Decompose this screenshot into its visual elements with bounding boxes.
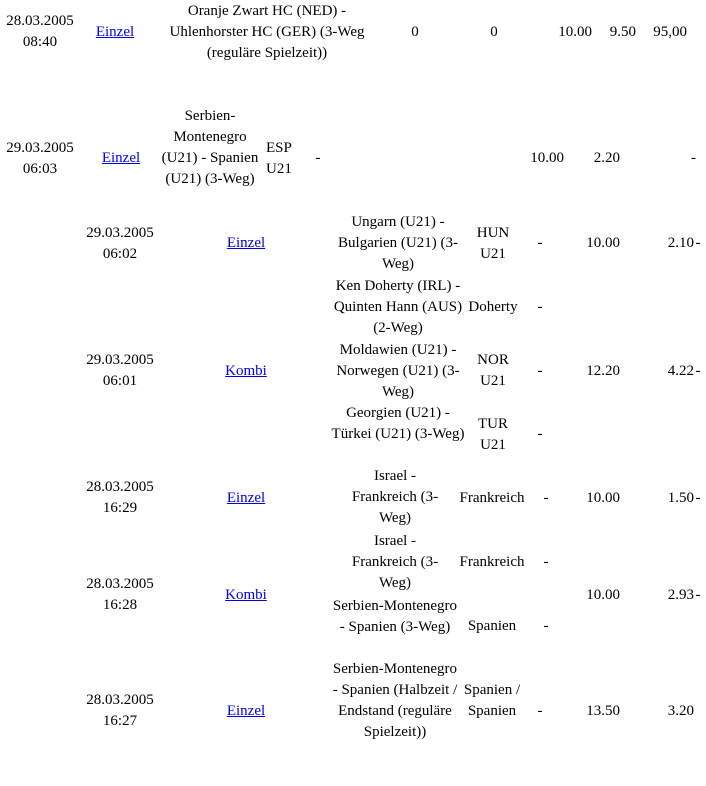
stake-value: 10.00 bbox=[586, 235, 620, 251]
stake-value: 10.00 bbox=[586, 490, 620, 506]
stake-value: 10.00 bbox=[530, 150, 564, 166]
result-value: - bbox=[543, 554, 549, 570]
odds-value: 2.20 bbox=[593, 150, 620, 166]
bet-type-link[interactable]: Einzel bbox=[226, 703, 266, 719]
bet-date: 28.03.2005 16:27 bbox=[86, 692, 154, 729]
odds-value: 2.10 bbox=[667, 235, 694, 251]
stake-value: 10.00 bbox=[586, 587, 620, 603]
stake-value: 10.00 bbox=[558, 24, 592, 40]
payout-value: - bbox=[695, 363, 701, 379]
stake-value: 12.20 bbox=[586, 363, 620, 379]
tip-value: HUN U21 bbox=[476, 225, 510, 262]
event-name: Moldawien (U21) - Norwegen (U21) (3-Weg) bbox=[336, 342, 460, 400]
tip-value: Frankreich bbox=[459, 490, 525, 506]
odds-value: 3.20 bbox=[667, 703, 694, 719]
odds-value: 1.50 bbox=[667, 490, 694, 506]
bet-date: 29.03.2005 06:01 bbox=[86, 352, 154, 389]
payout-value: - bbox=[691, 150, 696, 166]
tip-value: TUR U21 bbox=[478, 416, 508, 453]
bet-date: 28.03.2005 16:28 bbox=[86, 576, 154, 613]
tip-value: 0 bbox=[411, 24, 419, 40]
result-value: - bbox=[537, 703, 543, 719]
event-name: Oranje Zwart HC (NED) - Uhlenhorster HC (GER) (3-Weg (reguläre Spielzeit)) bbox=[169, 3, 365, 61]
bet-date: 28.03.2005 16:29 bbox=[86, 479, 154, 516]
bet-type-link[interactable]: Kombi bbox=[225, 363, 267, 379]
result-value: - bbox=[537, 426, 543, 442]
payout-value: 95,00 bbox=[653, 24, 687, 40]
event-name: Israel - Frankreich (3-Weg) bbox=[351, 468, 439, 526]
result-value: 0 bbox=[490, 24, 498, 40]
tip-value: Frankreich bbox=[459, 554, 525, 570]
result-value: - bbox=[537, 235, 543, 251]
payout-value: - bbox=[695, 587, 701, 603]
event-name: Serbien-Montenegro - Spanien (3-Weg) bbox=[332, 598, 458, 635]
odds-value: 2.93 bbox=[667, 587, 694, 603]
result-value: - bbox=[543, 490, 549, 506]
odds-value: 9.50 bbox=[609, 24, 636, 40]
event-name: Ken Doherty (IRL) - Quinten Hann (AUS) (2-Weg) bbox=[333, 278, 463, 336]
tip-value: NOR U21 bbox=[477, 352, 509, 389]
bet-date: 28.03.2005 08:40 bbox=[6, 13, 74, 50]
event-name: Serbien-Montenegro - Spanien (Halbzeit / Endstand (reguläre Spielzeit)) bbox=[332, 661, 458, 740]
bet-date: 29.03.2005 06:03 bbox=[6, 140, 74, 177]
result-value: - bbox=[537, 299, 543, 315]
bet-type-link[interactable]: Einzel bbox=[226, 490, 266, 506]
bet-type-link[interactable]: Einzel bbox=[226, 235, 266, 251]
tip-value: Spanien / Spanien bbox=[463, 682, 521, 719]
event-name: Israel - Frankreich (3-Weg) bbox=[351, 533, 439, 591]
result-value: - bbox=[543, 618, 549, 634]
result-value: - bbox=[537, 363, 543, 379]
odds-value: 4.22 bbox=[667, 363, 694, 379]
event-name: Ungarn (U21) - Bulgarien (U21) (3-Weg) bbox=[338, 214, 458, 272]
bet-type-link[interactable]: Einzel bbox=[95, 24, 135, 40]
stake-value: 13.50 bbox=[586, 703, 620, 719]
bet-type-link[interactable]: Einzel bbox=[101, 150, 141, 166]
bet-date: 29.03.2005 06:02 bbox=[86, 225, 154, 262]
result-value: - bbox=[315, 150, 321, 166]
tip-value: ESP U21 bbox=[266, 140, 292, 177]
payout-value: - bbox=[695, 490, 701, 506]
tip-value: Doherty bbox=[468, 299, 518, 315]
payout-value: - bbox=[695, 235, 701, 251]
tip-value: Spanien bbox=[467, 618, 517, 634]
event-name: Georgien (U21) - Türkei (U21) (3-Weg) bbox=[331, 405, 465, 442]
bet-type-link[interactable]: Kombi bbox=[225, 587, 267, 603]
event-name: Serbien-Montenegro (U21) - Spanien (U21) (3-Weg) bbox=[161, 108, 259, 187]
